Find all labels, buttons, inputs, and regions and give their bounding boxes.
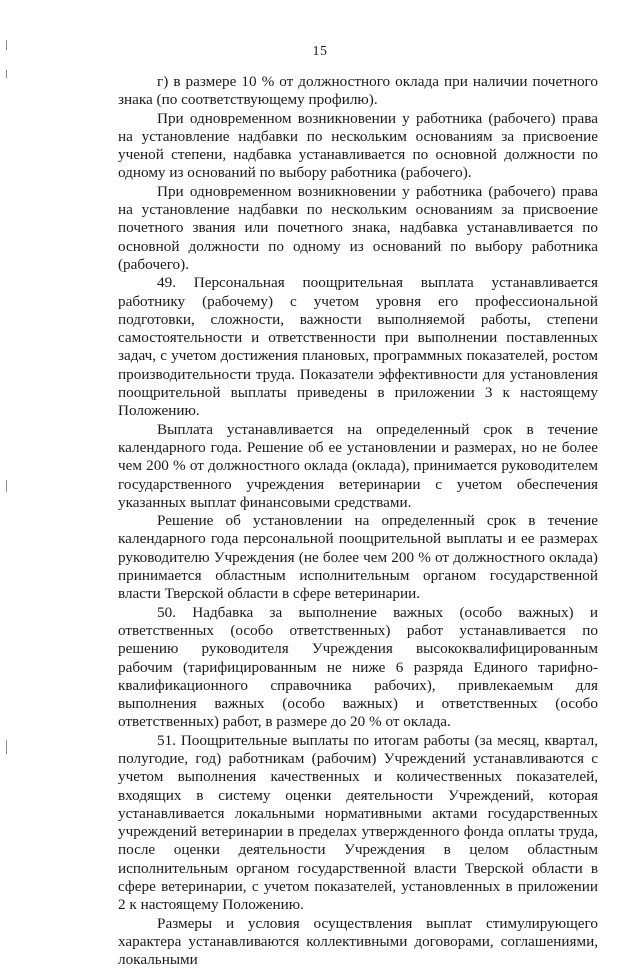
document-body <box>118 73 598 970</box>
paragraph-academic-degree: При одновременном возникновении у работника (рабочего) права на установление надбавки по нескольким основаниям за присвоение ученой степени, надбавка устанавливается по основной должности по одному из оснований по выбору работника (рабочего). <box>118 109 598 182</box>
paragraph-51: 51. Поощрительные выплаты по итогам работы (за месяц, квартал, полугодие, год) работникам (рабочим) Учреждений устанавливаются с учетом выполнения качественных и количественных показателей, входящих в систему оценки деятельности Учреждений, которая устанавливается локальными нормативными актами государственных учреждений ветеринарии в пределах утвержденного фонда оплаты труда, после оценки деятельности Учреждения в целом областным исполнительным органом государственной власти Тверской области в сфере ветеринарии, с учетом показателей, установленных в приложении 2 к настоящему Положению. <box>118 731 598 914</box>
scan-margin-mark <box>6 740 7 754</box>
page-number: 15 <box>312 44 328 59</box>
paragraph-honorary-badge: г) в размере 10 % от должностного оклада при наличии почетного знака (по соответствующему профилю). <box>118 73 598 109</box>
paragraph-50: 50. Надбавка за выполнение важных (особо важных) и ответственных (особо ответственных) работ устанавливается по решению руководителя Учреждения высококвалифицированным рабочим (тарифицированным не ниже 6 разряда Единого тарифно-квалификационного справочника рабочих), привлекаемым для выполнения важных (особо важных) и ответственных (особо ответственных) работ, в размере до 20 % от оклада. <box>118 603 598 731</box>
paragraph-honorary-title: При одновременном возникновении у работника (рабочего) права на установление надбавки по нескольким основаниям за присвоение почетного звания или почетного знака, надбавка устанавливается по основной должности по одному из оснований по выбору работника (рабочего). <box>118 182 598 273</box>
paragraph-incentive-conditions: Размеры и условия осуществления выплат стимулирующего характера устанавливаются коллективными договорами, соглашениями, локальными <box>118 914 598 969</box>
scan-margin-mark <box>6 70 7 78</box>
scan-margin-mark <box>6 480 7 492</box>
paragraph-payment-term: Выплата устанавливается на определенный срок в течение календарного года. Решение об ее установлении и размерах, но не более чем 200 % от должностного оклада (оклада), принимается руководителем государственного учреждения ветеринарии с учетом обеспечения указанных выплат финансовыми средствами. <box>118 420 598 511</box>
paragraph-decision: Решение об установлении на определенный срок в течение календарного года персональной поощрительной выплаты и ее размерах руководителю Учреждения (не более чем 200 % от должностного оклада) принимается областным исполнительным органом государственной власти Тверской области в сфере ветеринарии. <box>118 512 598 603</box>
paragraph-49: 49. Персональная поощрительная выплата устанавливается работнику (рабочему) с учетом уровня его профессиональной подготовки, сложности, важности выполняемой работы, степени самостоятельности и ответственности при выполнении поставленных задач, с учетом достижения плановых, программных показателей, ростом производительности труда. Показатели эффективности для установления поощрительной выплаты приведены в приложении 3 к настоящему Положению. <box>118 274 598 420</box>
